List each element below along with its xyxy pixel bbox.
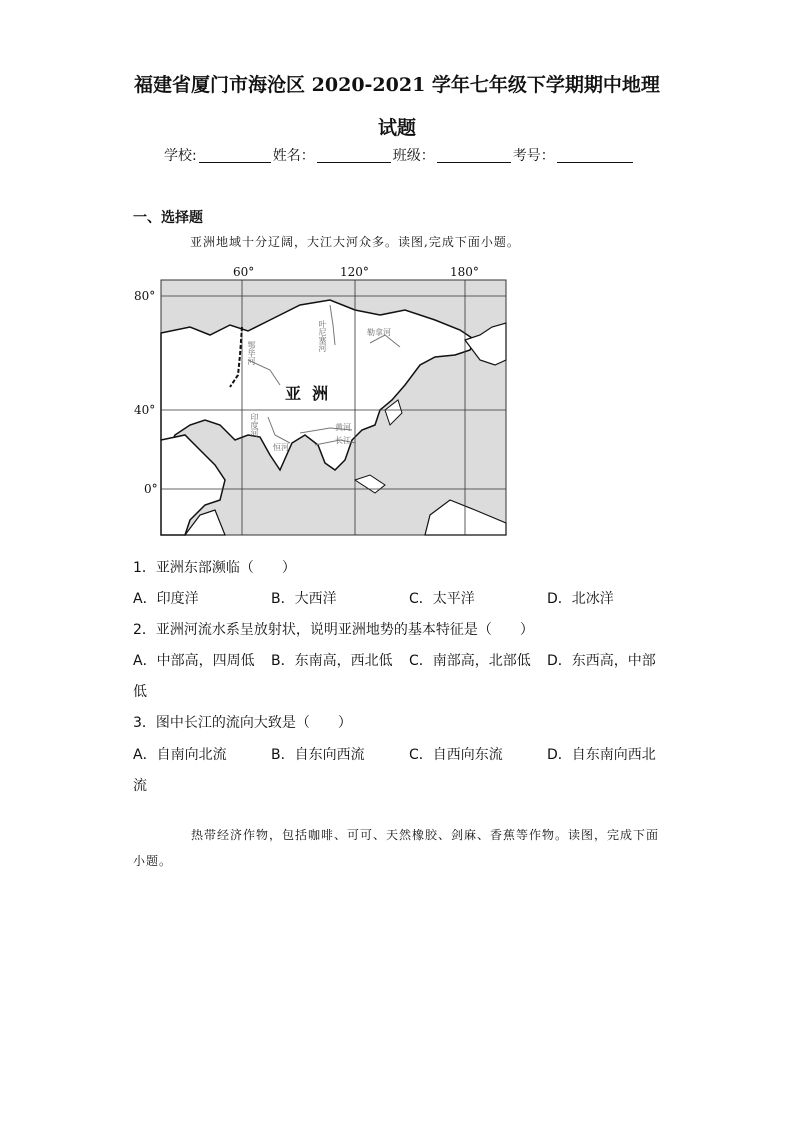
section-heading: 一、选择题 xyxy=(133,210,203,226)
river-label-ganges: 恒河 xyxy=(273,443,289,452)
latitude-label-80: 80° xyxy=(134,289,156,303)
river-label-yenisei: 叶尼塞河 xyxy=(318,320,327,352)
document-title-line2: 试题 xyxy=(377,117,416,139)
q3-option-c[interactable]: C．自西向东流 xyxy=(409,747,503,763)
question-2-options xyxy=(133,650,656,670)
question-1-options xyxy=(133,588,614,608)
river-label-yellow: 黄河 xyxy=(335,423,351,432)
question-group-2-stem: 热带经济作物，包括咖啡、可可、天然橡胶、剑麻、香蕉等作物。读图，完成下面小题。 xyxy=(133,828,660,868)
q1-option-b[interactable]: B．大西洋 xyxy=(271,591,337,607)
q3-option-b[interactable]: B．自东向西流 xyxy=(271,747,365,763)
longitude-label-120: 120° xyxy=(340,265,369,279)
exam-number-blank[interactable] xyxy=(557,148,633,163)
school-blank[interactable] xyxy=(199,148,271,163)
longitude-label-180: 180° xyxy=(450,265,479,279)
q2-option-a[interactable]: A．中部高，四周低 xyxy=(133,653,255,669)
name-blank[interactable] xyxy=(317,148,391,163)
river-label-ob: 鄂毕河 xyxy=(247,341,256,365)
latitude-label-0: 0° xyxy=(144,482,158,496)
question-3-options xyxy=(133,744,656,764)
question-2: 2．亚洲河流水系呈放射状，说明亚洲地势的基本特征是（ ） xyxy=(133,622,534,638)
q2-option-d[interactable]: D．东西高，中部 xyxy=(547,653,656,669)
continent-label-asia: 亚 洲 xyxy=(285,384,329,403)
asia-map xyxy=(130,265,510,540)
class-blank[interactable] xyxy=(437,148,511,163)
q1-option-c[interactable]: C．太平洋 xyxy=(409,591,475,607)
q3-option-d-wrap: 流 xyxy=(133,778,147,794)
latitude-label-40: 40° xyxy=(134,403,156,417)
student-info-row xyxy=(164,145,635,165)
class-label: 班级： xyxy=(392,148,435,164)
school-label: 学校: xyxy=(164,148,197,164)
q3-option-a[interactable]: A．自南向北流 xyxy=(133,747,227,763)
river-label-yangtze: 长江 xyxy=(335,436,351,445)
question-3: 3．图中长江的流向大致是（ ） xyxy=(133,715,352,731)
q3-option-d[interactable]: D．自东南向西北 xyxy=(547,747,656,763)
river-label-lena: 勒拿河 xyxy=(367,328,391,337)
document-title-line1: 福建省厦门市海沧区 2020-2021 学年七年级下学期期中地理 xyxy=(134,74,660,96)
name-label: 姓名： xyxy=(272,148,315,164)
question-1: 1．亚洲东部濒临（ ） xyxy=(133,560,296,576)
river-label-indus: 印度河 xyxy=(250,413,259,437)
q2-option-b[interactable]: B．东南高，西北低 xyxy=(271,653,393,669)
exam-number-label: 考号： xyxy=(512,148,555,164)
q1-option-a[interactable]: A．印度洋 xyxy=(133,591,199,607)
q2-option-d-wrap: 低 xyxy=(133,684,147,700)
question-group-stem: 亚洲地域十分辽阔，大江大河众多。读图,完成下面小题。 xyxy=(190,235,520,249)
q1-option-d[interactable]: D．北冰洋 xyxy=(547,591,614,607)
longitude-label-60: 60° xyxy=(233,265,255,279)
q2-option-c[interactable]: C．南部高，北部低 xyxy=(409,653,531,669)
